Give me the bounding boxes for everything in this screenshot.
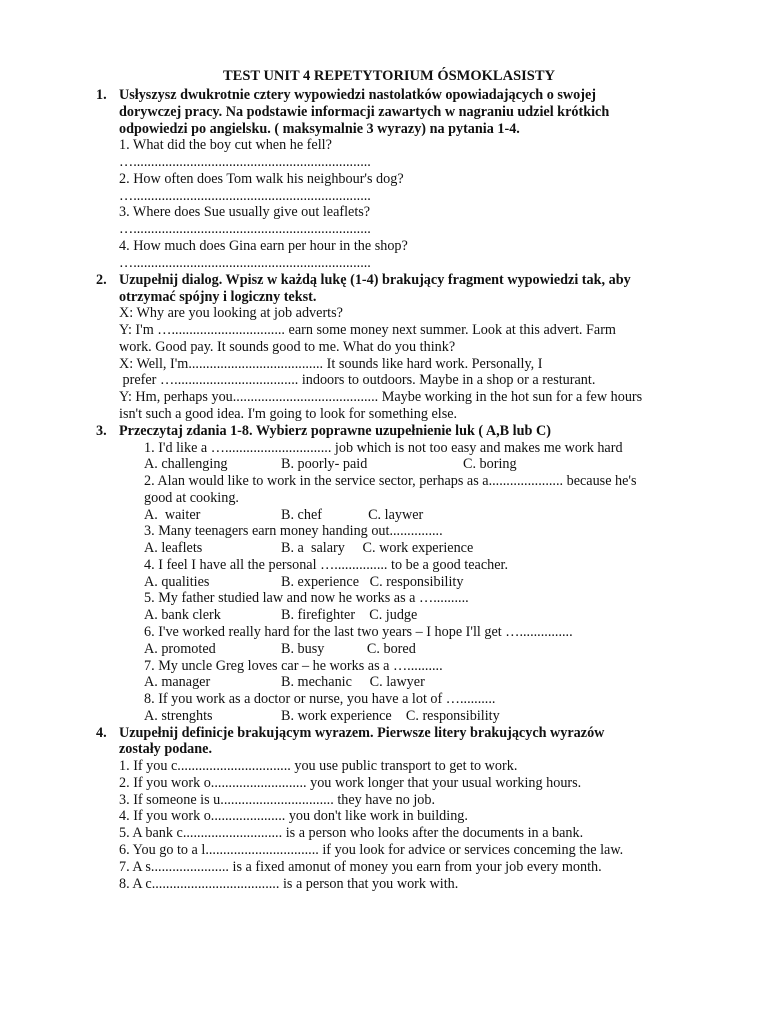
- definition-line: 7. A s...................... is a fixed amonut of money you earn from your job every month.: [119, 859, 602, 875]
- question-text: 6. I've worked really hard for the last two years – I hope I'll get …...............: [144, 624, 573, 640]
- option-a: A. qualities: [144, 574, 210, 590]
- question-text: 4. I feel I have all the personal …............... to be a good teacher.: [144, 557, 509, 573]
- section-1-instruction-line: Usłyszysz dwukrotnie cztery wypowiedzi nastolatków opowiadających o swojej: [119, 87, 596, 103]
- definition-line: 2. If you work o........................... you work longer that your usual working hours.: [119, 775, 582, 791]
- section-2-instruction-line: otrzymać spójny i logiczny tekst.: [119, 289, 317, 305]
- answer-blank: …...................................................................: [119, 221, 371, 237]
- dialog-line: work. Good pay. It sounds good to me. What do you think?: [119, 339, 456, 355]
- section-3-instruction: Przeczytaj zdania 1-8. Wybierz poprawne uzupełnienie luk ( A,B lub C): [119, 423, 551, 439]
- section-2-instruction-line: Uzupełnij dialog. Wpisz w każdą lukę (1-4) brakujący fragment wypowiedzi tak, aby: [119, 272, 631, 288]
- option-a: A. strenghts: [144, 708, 213, 724]
- option-b-c: B. chef C. laywer: [281, 507, 424, 523]
- answer-blank: …...................................................................: [119, 255, 371, 271]
- question-text: 8. If you work as a doctor or nurse, you have a lot of …..........: [144, 691, 496, 707]
- question-line: 1. What did the boy cut when he fell?: [119, 137, 332, 153]
- definition-line: 5. A bank c............................ is a person who looks after the documents in a bank.: [119, 825, 584, 841]
- question-text: 3. Many teenagers earn money handing out...............: [144, 523, 443, 539]
- answer-blank: …...................................................................: [119, 188, 371, 204]
- section-4-instruction-line: zostały podane.: [119, 741, 213, 757]
- question-text: 5. My father studied law and now he works as a …..........: [144, 590, 469, 606]
- section-3-number: 3.: [96, 423, 107, 439]
- dialog-line: Y: Hm, perhaps you......................................... Maybe working in the hot sun for a few hours: [119, 389, 643, 405]
- section-4-instruction-line: Uzupełnij definicje brakującym wyrazem. Pierwsze litery brakujących wyrazów: [119, 725, 605, 741]
- dialog-line: isn't such a good idea. I'm going to look for something else.: [119, 406, 458, 422]
- option-b-c: B. mechanic C. lawyer: [281, 674, 425, 690]
- question-line: 4. How much does Gina earn per hour in the shop?: [119, 238, 408, 254]
- answer-blank: …...................................................................: [119, 154, 371, 170]
- section-1-instruction-line: odpowiedzi po angielsku. ( maksymalnie 3 wyrazy) na pytania 1-4.: [119, 121, 520, 137]
- definition-line: 3. If someone is u................................ they have no job.: [119, 792, 436, 808]
- option-b: B. poorly- paid: [281, 456, 368, 472]
- question-text: 1. I'd like a ….............................. job which is not too easy and makes me work hard: [144, 440, 623, 456]
- option-a: A. bank clerk: [144, 607, 221, 623]
- section-1-number: 1.: [96, 87, 107, 103]
- section-1-instruction-line: dorywczej pracy. Na podstawie informacji zawartych w nagraniu udziel krótkich: [119, 104, 610, 120]
- option-b-c: B. work experience C. responsibility: [281, 708, 500, 724]
- option-a: A. challenging: [144, 456, 228, 472]
- option-a: A. promoted: [144, 641, 216, 657]
- option-b-c: B. busy C. bored: [281, 641, 416, 657]
- section-4-number: 4.: [96, 725, 107, 741]
- option-c: C. boring: [463, 456, 517, 472]
- section-2-number: 2.: [96, 272, 107, 288]
- page-title: TEST UNIT 4 REPETYTORIUM ÓSMOKLASISTY: [223, 68, 555, 84]
- dialog-line: Y: I'm …................................ earn some money next summer. Look at this advert. Farm: [119, 322, 616, 338]
- question-text: good at cooking.: [144, 490, 239, 506]
- definition-line: 1. If you c................................ you use public transport to get to work.: [119, 758, 518, 774]
- definition-line: 8. A c.................................... is a person that you work with.: [119, 876, 459, 892]
- dialog-line: X: Well, I'm...................................... It sounds like hard work. Personally, I: [119, 356, 543, 372]
- option-b-c: B. a salary C. work experience: [281, 540, 474, 556]
- dialog-line: prefer …................................... indoors to outdoors. Maybe in a shop or a resturant.: [119, 372, 596, 388]
- dialog-line: X: Why are you looking at job adverts?: [119, 305, 343, 321]
- definition-line: 6. You go to a l................................ if you look for advice or services conceming the law.: [119, 842, 624, 858]
- option-a: A. manager: [144, 674, 211, 690]
- question-text: 2. Alan would like to work in the service sector, perhaps as a..................... because he's: [144, 473, 637, 489]
- option-b-c: B. firefighter C. judge: [281, 607, 418, 623]
- question-line: 3. Where does Sue usually give out leaflets?: [119, 204, 371, 220]
- option-a: A. waiter: [144, 507, 201, 523]
- question-line: 2. How often does Tom walk his neighbour's dog?: [119, 171, 404, 187]
- definition-line: 4. If you work o..................... you don't like work in building.: [119, 808, 468, 824]
- option-a: A. leaflets: [144, 540, 203, 556]
- option-b-c: B. experience C. responsibility: [281, 574, 464, 590]
- question-text: 7. My uncle Greg loves car – he works as a …..........: [144, 658, 443, 674]
